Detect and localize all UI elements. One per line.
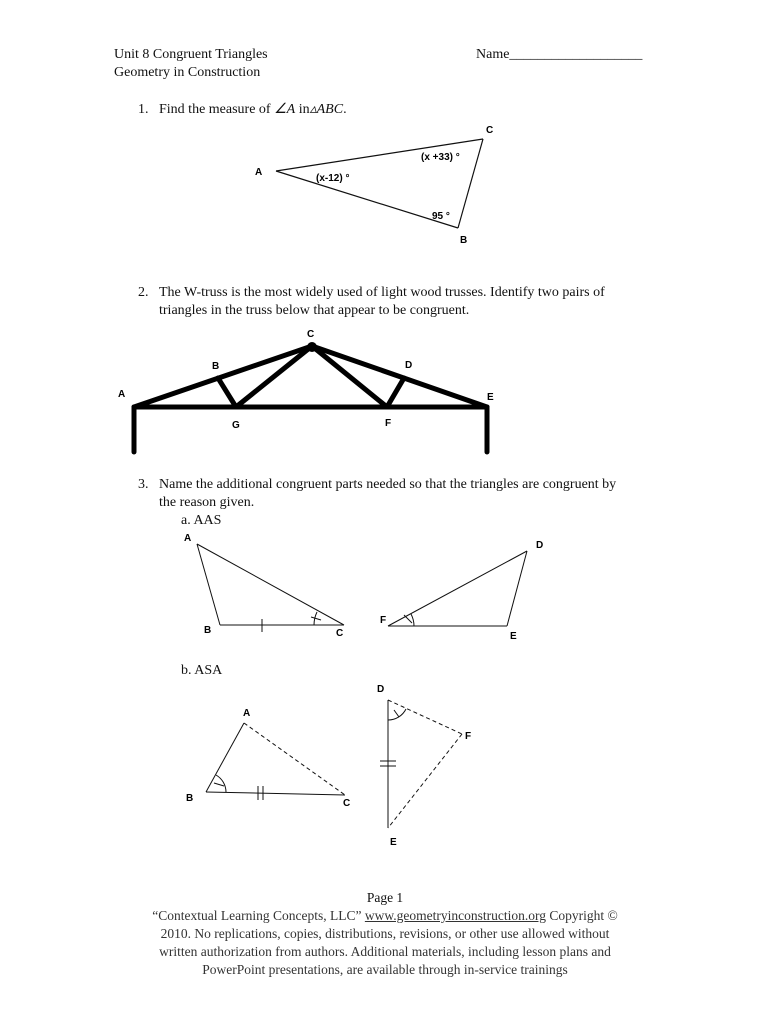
fig3b-label-b: B	[186, 793, 194, 804]
website-link[interactable]: www.geometryinconstruction.org	[364, 908, 546, 923]
fig3a-label-b: B	[204, 625, 212, 636]
fig3a-label-e: E	[510, 631, 517, 642]
footer-line-3: written authorization from authors. Additional materials, including lesson plans and	[159, 944, 611, 959]
angle-a-symbol: ∠A	[274, 102, 296, 117]
fig1-angle-a: (x-12) °	[316, 173, 350, 184]
question-3-number: 3.	[138, 477, 149, 492]
fig1-label-b: B	[460, 235, 468, 246]
fig2-label-e: E	[487, 392, 494, 403]
fig1-angle-c: (x +33) °	[421, 152, 460, 163]
fig3a-label-d: D	[536, 540, 544, 551]
fig3b-label-c: C	[343, 798, 351, 809]
fig3a-label-c: C	[336, 628, 344, 639]
fig2-truss	[134, 346, 487, 452]
page-number: Page 1	[366, 890, 404, 905]
fig3b-label-e: E	[390, 837, 397, 848]
fig3a-triangle-abc	[197, 544, 344, 632]
fig2-label-a: A	[118, 389, 126, 400]
fig3b-triangle-abc	[206, 723, 345, 800]
course-title: Geometry in Construction	[114, 65, 261, 80]
fig3a-triangle-def	[388, 551, 527, 626]
fig1-label-a: A	[255, 167, 263, 178]
question-2-number: 2.	[138, 285, 149, 300]
question-3-line1: Name the additional congruent parts needed so that the triangles are congruent by	[159, 477, 617, 492]
fig3b-label-d: D	[377, 684, 385, 695]
footer-line-4: PowerPoint presentations, are available through in-service trainings	[202, 962, 568, 977]
footer-line-1	[100, 907, 670, 925]
fig2-label-f: F	[385, 418, 392, 429]
fig2-label-d: D	[405, 360, 413, 371]
footer-company: “Contextual Learning Concepts, LLC”	[152, 908, 362, 923]
footer-line-2: 2010. No replications, copies, distributions, revisions, or other use allowed without	[160, 926, 610, 941]
fig3a-label-f: F	[380, 615, 387, 626]
question-1-text: Find the measure of	[159, 102, 271, 117]
footer	[100, 889, 670, 979]
question-1-number: 1.	[138, 102, 149, 117]
fig1-label-c: C	[486, 125, 494, 136]
fig2-label-c: C	[307, 329, 315, 340]
question-1-in: in	[298, 102, 310, 117]
question-3-line2: the reason given.	[159, 495, 255, 510]
fig1-angle-b: 95 °	[432, 211, 450, 222]
fig3b-label-f: F	[465, 731, 472, 742]
name-field[interactable]: Name___________________	[476, 47, 643, 62]
fig2-apex-joint	[307, 342, 317, 352]
part-b-label: b. ASA	[181, 663, 223, 678]
fig3b-label-a: A	[243, 708, 251, 719]
question-1-period: .	[343, 102, 347, 117]
fig3b-triangle-def	[380, 700, 462, 828]
unit-title: Unit 8 Congruent Triangles	[114, 47, 268, 62]
triangle-abc-symbol: ▵ABC	[309, 102, 344, 117]
footer-copyright: Copyright ©	[549, 908, 618, 923]
question-2-line2: triangles in the truss below that appear to be congruent.	[159, 303, 470, 318]
fig2-label-g: G	[232, 420, 240, 431]
part-a-label: a. AAS	[181, 513, 222, 528]
fig3a-label-a: A	[184, 533, 192, 544]
fig2-label-b: B	[212, 361, 220, 372]
question-2-line1: The W-truss is the most widely used of light wood trusses. Identify two pairs of	[159, 285, 605, 300]
